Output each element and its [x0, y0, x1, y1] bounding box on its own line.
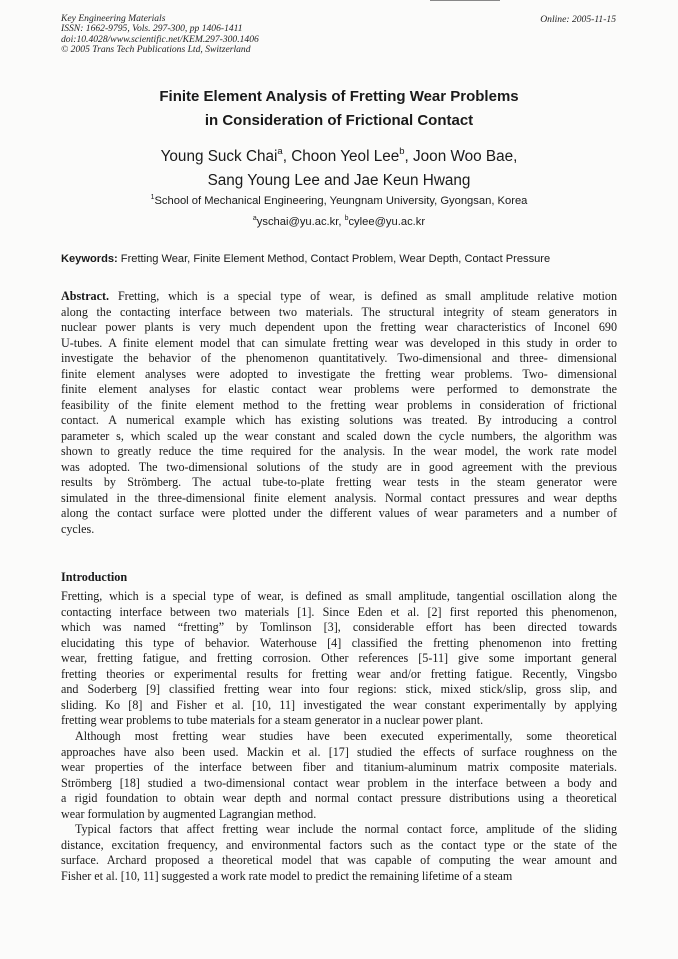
email-a[interactable]: yschai@yu.ac.kr,	[256, 216, 345, 228]
introduction-paragraph-1	[61, 589, 617, 729]
text-line: finite element analyses were adopted to investigate the fretting wear problems. Two- dimensional	[61, 366, 617, 381]
keywords	[61, 253, 621, 265]
text-line: Strömberg [18] studied a two-dimensional contact wear problem in the interface between a body and	[61, 775, 617, 790]
text-line: finite element analyses for elastic contact wear problems were performed to demonstrate the	[61, 382, 617, 396]
keywords-text: Fretting Wear, Finite Element Method, Contact Problem, Wear Depth, Contact Pressure	[117, 253, 551, 265]
text-line: which was named “fretting” by Tomlinson [3], considerable effort has been directed towards	[61, 620, 617, 634]
text-line: Although most fretting wear studies have been executed experimentally, some theoretical	[75, 729, 617, 743]
doi-line[interactable]: doi:10.4028/www.scientific.net/KEM.297-300.1406	[61, 33, 259, 45]
text-line: was adopted. The two-dimensional solutions of the study are in good agreement with the previous	[61, 459, 617, 474]
journal-name: Key Engineering Materials	[61, 13, 166, 24]
copyright-line: © 2005 Trans Tech Publications Ltd, Switzerland	[61, 44, 251, 56]
text-line: sliding. Ko [8] and Fisher et al. [10, 11] investigated the wear constant experimentally by applying	[61, 697, 617, 712]
introduction-paragraph-3	[61, 822, 617, 884]
paper-title-line-1: Finite Element Analysis of Fretting Wear Problems	[159, 88, 519, 105]
text-line: results by Strömberg. The actual tube-to-plate fretting wear tests in the steam generator were	[61, 475, 617, 489]
abstract-first-line-text: Fretting, which is a special type of wear, is defined as small amplitude relative motion	[109, 289, 617, 303]
author-sup: b	[399, 145, 405, 157]
author-line-1	[0, 146, 678, 168]
affiliation	[0, 195, 678, 207]
text-line: surface. Archard proposed a theoretical model that was capable of computing the wear amount and	[61, 853, 617, 867]
abstract-paragraph	[61, 289, 617, 537]
text-line: feasibility of the finite element method to the fretting wear problems in consideration of frictional	[61, 397, 617, 412]
author-name: Young Suck Chai	[160, 148, 278, 165]
text-line: wear, fretting fatigue, and fretting corrosion. Other references [5-11] give some important general	[61, 651, 617, 665]
author-line-2: Sang Young Lee and Jae Keun Hwang	[207, 172, 471, 189]
text-line: a rigid foundation to obtain wear depth and normal contact pressure distributions using a theoretical	[61, 791, 617, 805]
text-line: investigate the behavior of the phenomenon quantitatively. Two-dimensional and three- dimensional	[61, 351, 617, 365]
text-line: distance, excitation frequency, and environmental factors such as the contact type or the state of the	[61, 837, 617, 852]
text-line: along the contact surface were plotted under the different values of wear parameters and a number of	[61, 506, 617, 520]
text-line	[61, 289, 617, 305]
email-sup: b	[344, 214, 349, 222]
introduction-heading: Introduction	[61, 570, 128, 584]
text-line: approaches have also been used. Mackin et al. [17] studied the effects of surface roughness on the	[61, 744, 617, 759]
text-line: nuclear power plants is very much dependent upon the fretting wear characteristics of Inconel 690	[61, 320, 617, 334]
issn-line: ISSN: 1662-9795, Vols. 297-300, pp 1406-1411	[61, 23, 243, 35]
text-line: shown to greatly reduce the time required for the analysis. In the wear model, the work rate model	[61, 444, 617, 458]
text-line: contacting interface between two materials [1]. Since Eden et al. [2] first reported this phenomenon,	[61, 604, 617, 619]
affiliation-text: School of Mechanical Engineering, Yeungnam University, Gyongsan, Korea	[154, 195, 528, 207]
author-sup: a	[277, 145, 283, 157]
introduction-paragraph-2	[61, 729, 617, 822]
author-name: , Joon Woo Bae,	[404, 148, 518, 165]
text-line: cycles.	[61, 521, 95, 536]
paper-title-line-2: in Consideration of Frictional Contact	[204, 112, 474, 129]
text-line: wear formulation by augmented Lagrangian method.	[61, 806, 317, 821]
keywords-label: Keywords:	[61, 253, 118, 265]
author-emails	[0, 216, 678, 228]
email-sup: a	[252, 214, 257, 222]
email-b[interactable]: cylee@yu.ac.kr	[348, 216, 426, 228]
top-rule	[430, 0, 500, 1]
text-line: elucidating this type of behavior. Waterhouse [4] classified the fretting phenomenon into fretting	[61, 635, 617, 650]
author-name: , Choon Yeol Lee	[282, 148, 400, 165]
abstract-label: Abstract.	[61, 289, 110, 303]
text-line: wear properties of the interface between fiber and titanium-aluminum matrix composite materials.	[61, 760, 617, 774]
text-line: fretting wear problems to tube materials for a steam generator in a nuclear power plant.	[61, 713, 484, 727]
text-line: U-tubes. A finite element model that can simulate fretting wear was developed in this study in order to	[61, 335, 617, 350]
text-line: simulated in the three-dimensional finite element analysis. Normal contact pressures and wear depths	[61, 490, 617, 505]
text-line: and Soderberg [9] classified fretting wear into four regions: stick, mixed stick/slip, gross slip, and	[61, 682, 617, 696]
text-line: Typical factors that affect fretting wear include the normal contact force, amplitude of the sliding	[75, 822, 617, 836]
text-line: Fisher et al. [10, 11] suggested a work rate model to predict the remaining lifetime of a steam	[61, 868, 513, 883]
online-date: Online: 2005-11-15	[540, 14, 616, 25]
text-line: contact. A numerical example which has existing solutions was treated. By introducing a control	[61, 413, 617, 427]
text-line: along the contacting interface between two materials. The structural integrity of steam generators in	[61, 304, 617, 319]
journal-header	[61, 14, 259, 56]
text-line: fretting theories or experimental results for fretting wear and/or fretting fatigue. Recently, Vingsbo	[61, 666, 617, 681]
text-line: Fretting, which is a special type of wear, is defined as small amplitude, tangential oscillation along the	[61, 589, 617, 603]
affiliation-sup: 1	[150, 193, 155, 201]
text-line: parameter s, which scaled up the wear constant and scaled down the cycle numbers, the algorithm was	[61, 428, 617, 443]
